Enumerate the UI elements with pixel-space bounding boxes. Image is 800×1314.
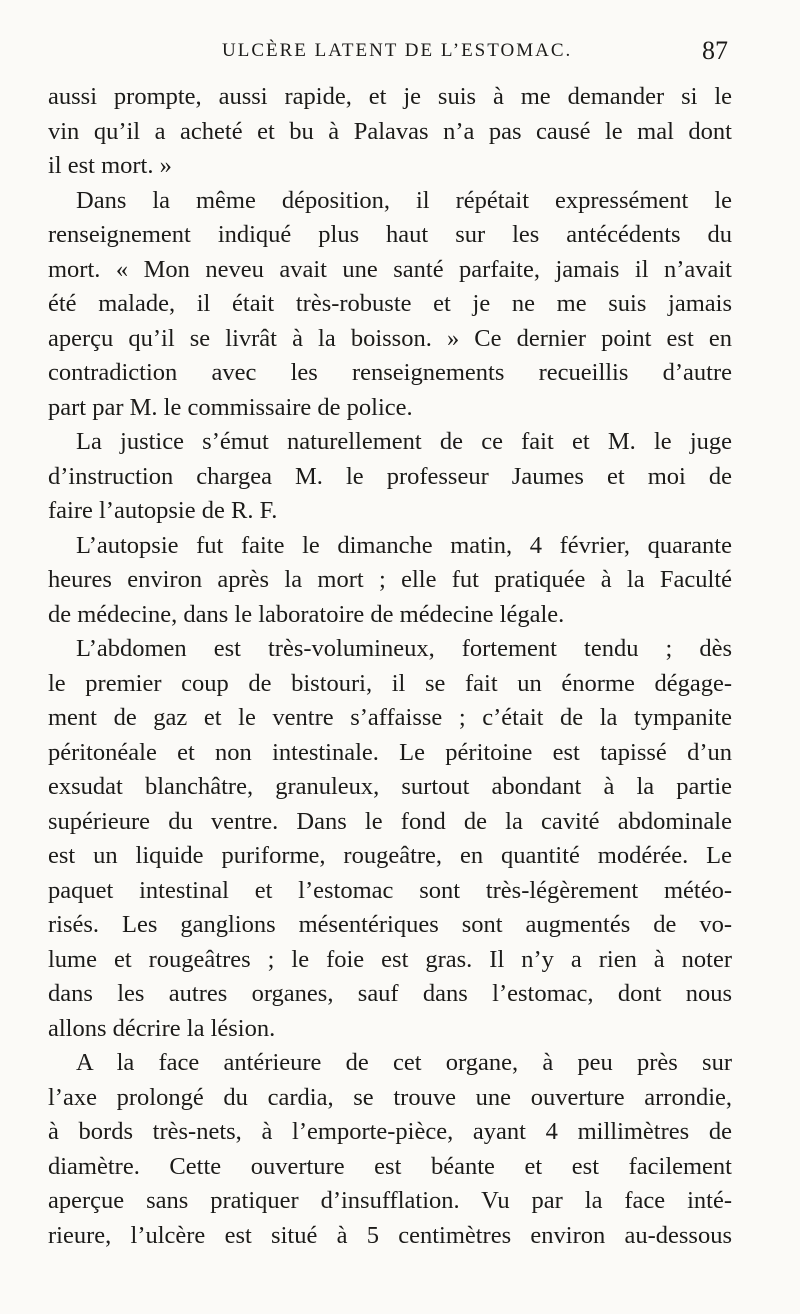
text-line: risés. Les ganglions mésentériques sont augmentés de vo-	[48, 911, 732, 938]
text-line: aperçu qu’il se livrât à la boisson. » Ce dernier point est en	[48, 324, 732, 352]
text-line: péritonéale et non intestinale. Le péritoine est tapissé d’un	[48, 738, 732, 766]
text-line: l’axe prolongé du cardia, se trouve une ouverture arrondie,	[48, 1083, 732, 1111]
text-line: diamètre. Cette ouverture est béante et est facilement	[48, 1152, 732, 1180]
text-line: allons décrire la lésion.	[48, 1014, 276, 1042]
text-line: exsudat blanchâtre, granuleux, surtout abondant à la partie	[48, 773, 732, 800]
text-line: vin qu’il a acheté et bu à Palavas n’a pas causé le mal dont	[48, 117, 732, 145]
text-line: aussi prompte, aussi rapide, et je suis à me demander si le	[48, 83, 732, 110]
text-line: L’abdomen est très-volumineux, fortement tendu ; dès	[76, 635, 732, 662]
text-line: La justice s’émut naturellement de ce fait et M. le juge	[76, 428, 732, 455]
text-line: ment de gaz et le ventre s’affaisse ; c’était de la tympanite	[48, 704, 732, 731]
text-line: mort. « Mon neveu avait une santé parfaite, jamais il n’avait	[48, 255, 732, 283]
text-line: faire l’autopsie de R. F.	[48, 497, 278, 524]
text-line: le premier coup de bistouri, il se fait un énorme dégage-	[48, 669, 732, 697]
body-text	[48, 80, 732, 1253]
text-line: lume et rougeâtres ; le foie est gras. Il n’y a rien à noter	[48, 945, 732, 973]
text-line: renseignement indiqué plus haut sur les antécédents du	[48, 221, 732, 248]
text-line: à bords très-nets, à l’emporte-pièce, ayant 4 millimètres de	[48, 1118, 732, 1145]
page-number: 87	[702, 36, 728, 65]
text-line: Dans la même déposition, il répétait expressément le	[76, 186, 732, 214]
text-line: supérieure du ventre. Dans le fond de la cavité abdominale	[48, 807, 732, 835]
text-line: A la face antérieure de cet organe, à peu près sur	[76, 1049, 732, 1076]
text-line: aperçue sans pratiquer d’insufflation. Vu par la face inté-	[48, 1187, 732, 1214]
text-line: rieure, l’ulcère est situé à 5 centimètres environ au-dessous	[48, 1221, 732, 1249]
text-line: dans les autres organes, sauf dans l’estomac, dont nous	[48, 980, 732, 1007]
text-line: L’autopsie fut faite le dimanche matin, 4 février, quarante	[76, 531, 732, 559]
text-line: il est mort. »	[48, 152, 172, 179]
running-title: ULCÈRE LATENT DE L’ESTOMAC.	[222, 40, 573, 61]
page-header	[48, 36, 728, 76]
text-line: été malade, il était très-robuste et je ne me suis jamais	[48, 290, 732, 317]
text-line: paquet intestinal et l’estomac sont très-légèrement météo-	[48, 876, 732, 904]
text-line: heures environ après la mort ; elle fut pratiquée à la Faculté	[48, 566, 732, 593]
text-line: contradiction avec les renseignements recueillis d’autre	[48, 359, 732, 386]
text-line: de médecine, dans le laboratoire de médecine légale.	[48, 600, 565, 628]
text-line: d’instruction chargea M. le professeur Jaumes et moi de	[48, 462, 732, 490]
text-line: est un liquide puriforme, rougeâtre, en quantité modérée. Le	[48, 842, 732, 869]
text-line: part par M. le commissaire de police.	[48, 393, 413, 421]
